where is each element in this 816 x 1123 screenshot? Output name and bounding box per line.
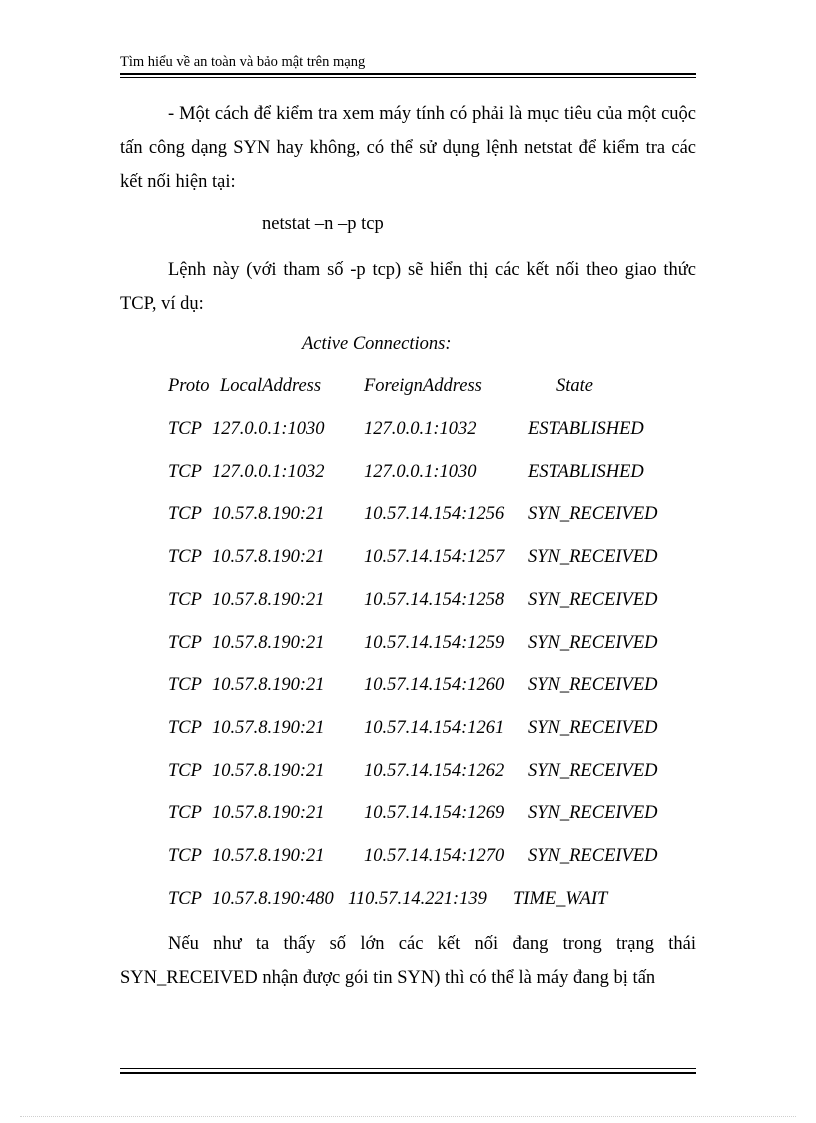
cell-state: SYN_RECEIVED [528,504,658,525]
table-header-state: State [556,376,593,396]
cell-state: SYN_RECEIVED [528,589,658,610]
cell-local-address: 10.57.8.190:480 [212,888,334,909]
table-header-foreign-address: ForeignAddress [364,376,482,396]
cell-state: SYN_RECEIVED [528,675,658,696]
cell-proto: TCP [168,846,202,866]
cell-state: SYN_RECEIVED [528,547,658,568]
cell-state: ESTABLISHED [528,461,644,482]
cell-local-address: 10.57.8.190:21 [212,675,325,696]
cell-foreign-address: 10.57.14.154:1269 [364,803,505,824]
cell-state: TIME_WAIT [513,888,608,909]
cell-state: ESTABLISHED [528,419,644,439]
page-header-title: Tìm hiểu về an toàn và bảo mật trên mạng [120,54,366,70]
cell-proto: TCP [168,632,202,653]
page-edge-dots [20,1116,796,1117]
cell-proto: TCP [168,547,202,568]
cell-state: SYN_RECEIVED [528,632,658,653]
command-netstat: netstat –n –p tcp [262,214,384,234]
header-rule-thick [120,73,696,75]
cell-foreign-address: 127.0.0.1:1032 [364,419,477,439]
cell-local-address: 10.57.8.190:21 [212,760,325,781]
cell-local-address: 10.57.8.190:21 [212,504,325,525]
cell-local-address: 10.57.8.190:21 [212,547,325,568]
cell-foreign-address: 10.57.14.154:1261 [364,717,505,738]
cell-proto: TCP [168,803,202,824]
cell-foreign-address: 10.57.14.154:1256 [364,504,505,525]
cell-state: SYN_RECEIVED [528,846,658,866]
connections-title: Active Connections: [302,334,452,354]
cell-state: SYN_RECEIVED [528,760,658,781]
paragraph-command-description: Lệnh này (với tham số -p tcp) sẽ hiển thị các kết nối theo giao thức TCP, ví dụ: [120,260,696,314]
cell-proto: TCP [168,461,202,482]
cell-state: SYN_RECEIVED [528,717,658,738]
cell-local-address: 10.57.8.190:21 [212,589,325,610]
cell-foreign-address: 10.57.14.154:1259 [364,632,505,653]
cell-local-address: 127.0.0.1:1032 [212,461,325,482]
footer-rule-thick [120,1072,696,1074]
cell-proto: TCP [168,504,202,525]
cell-local-address: 10.57.8.190:21 [212,632,325,653]
paragraph-syn-conclusion: Nếu như ta thấy số lớn các kết nối đang trong trạng thái SYN_RECEIVED nhận được gói tin SYN) thì có thể là máy đang bị tấn [120,934,696,988]
cell-proto: TCP [168,760,202,781]
footer-rule-thin [120,1068,696,1069]
cell-local-address: 10.57.8.190:21 [212,717,325,738]
cell-local-address: 127.0.0.1:1030 [212,419,325,439]
cell-foreign-address: 10.57.14.154:1257 [364,547,505,568]
cell-foreign-address: 110.57.14.221:139 [348,888,487,909]
cell-foreign-address: 10.57.14.154:1262 [364,760,505,781]
cell-proto: TCP [168,717,202,738]
cell-proto: TCP [168,419,202,439]
cell-proto: TCP [168,675,202,696]
cell-local-address: 10.57.8.190:21 [212,803,325,824]
cell-foreign-address: 10.57.14.154:1258 [364,589,505,610]
cell-state: SYN_RECEIVED [528,803,658,824]
cell-local-address: 10.57.8.190:21 [212,846,325,866]
cell-foreign-address: 10.57.14.154:1260 [364,675,505,696]
paragraph-netstat-intro: - Một cách để kiểm tra xem máy tính có phải là mục tiêu của một cuộc tấn công dạng SYN hay không, có thể sử dụng lệnh netstat để kiểm tra các kết nối hiện tại: [120,104,696,192]
cell-proto: TCP [168,888,202,909]
cell-foreign-address: 10.57.14.154:1270 [364,846,505,866]
cell-proto: TCP [168,589,202,610]
header-rule-thin [120,77,696,78]
cell-foreign-address: 127.0.0.1:1030 [364,461,477,482]
table-header-local-address: LocalAddress [220,376,322,396]
table-header-proto: Proto [168,376,210,396]
